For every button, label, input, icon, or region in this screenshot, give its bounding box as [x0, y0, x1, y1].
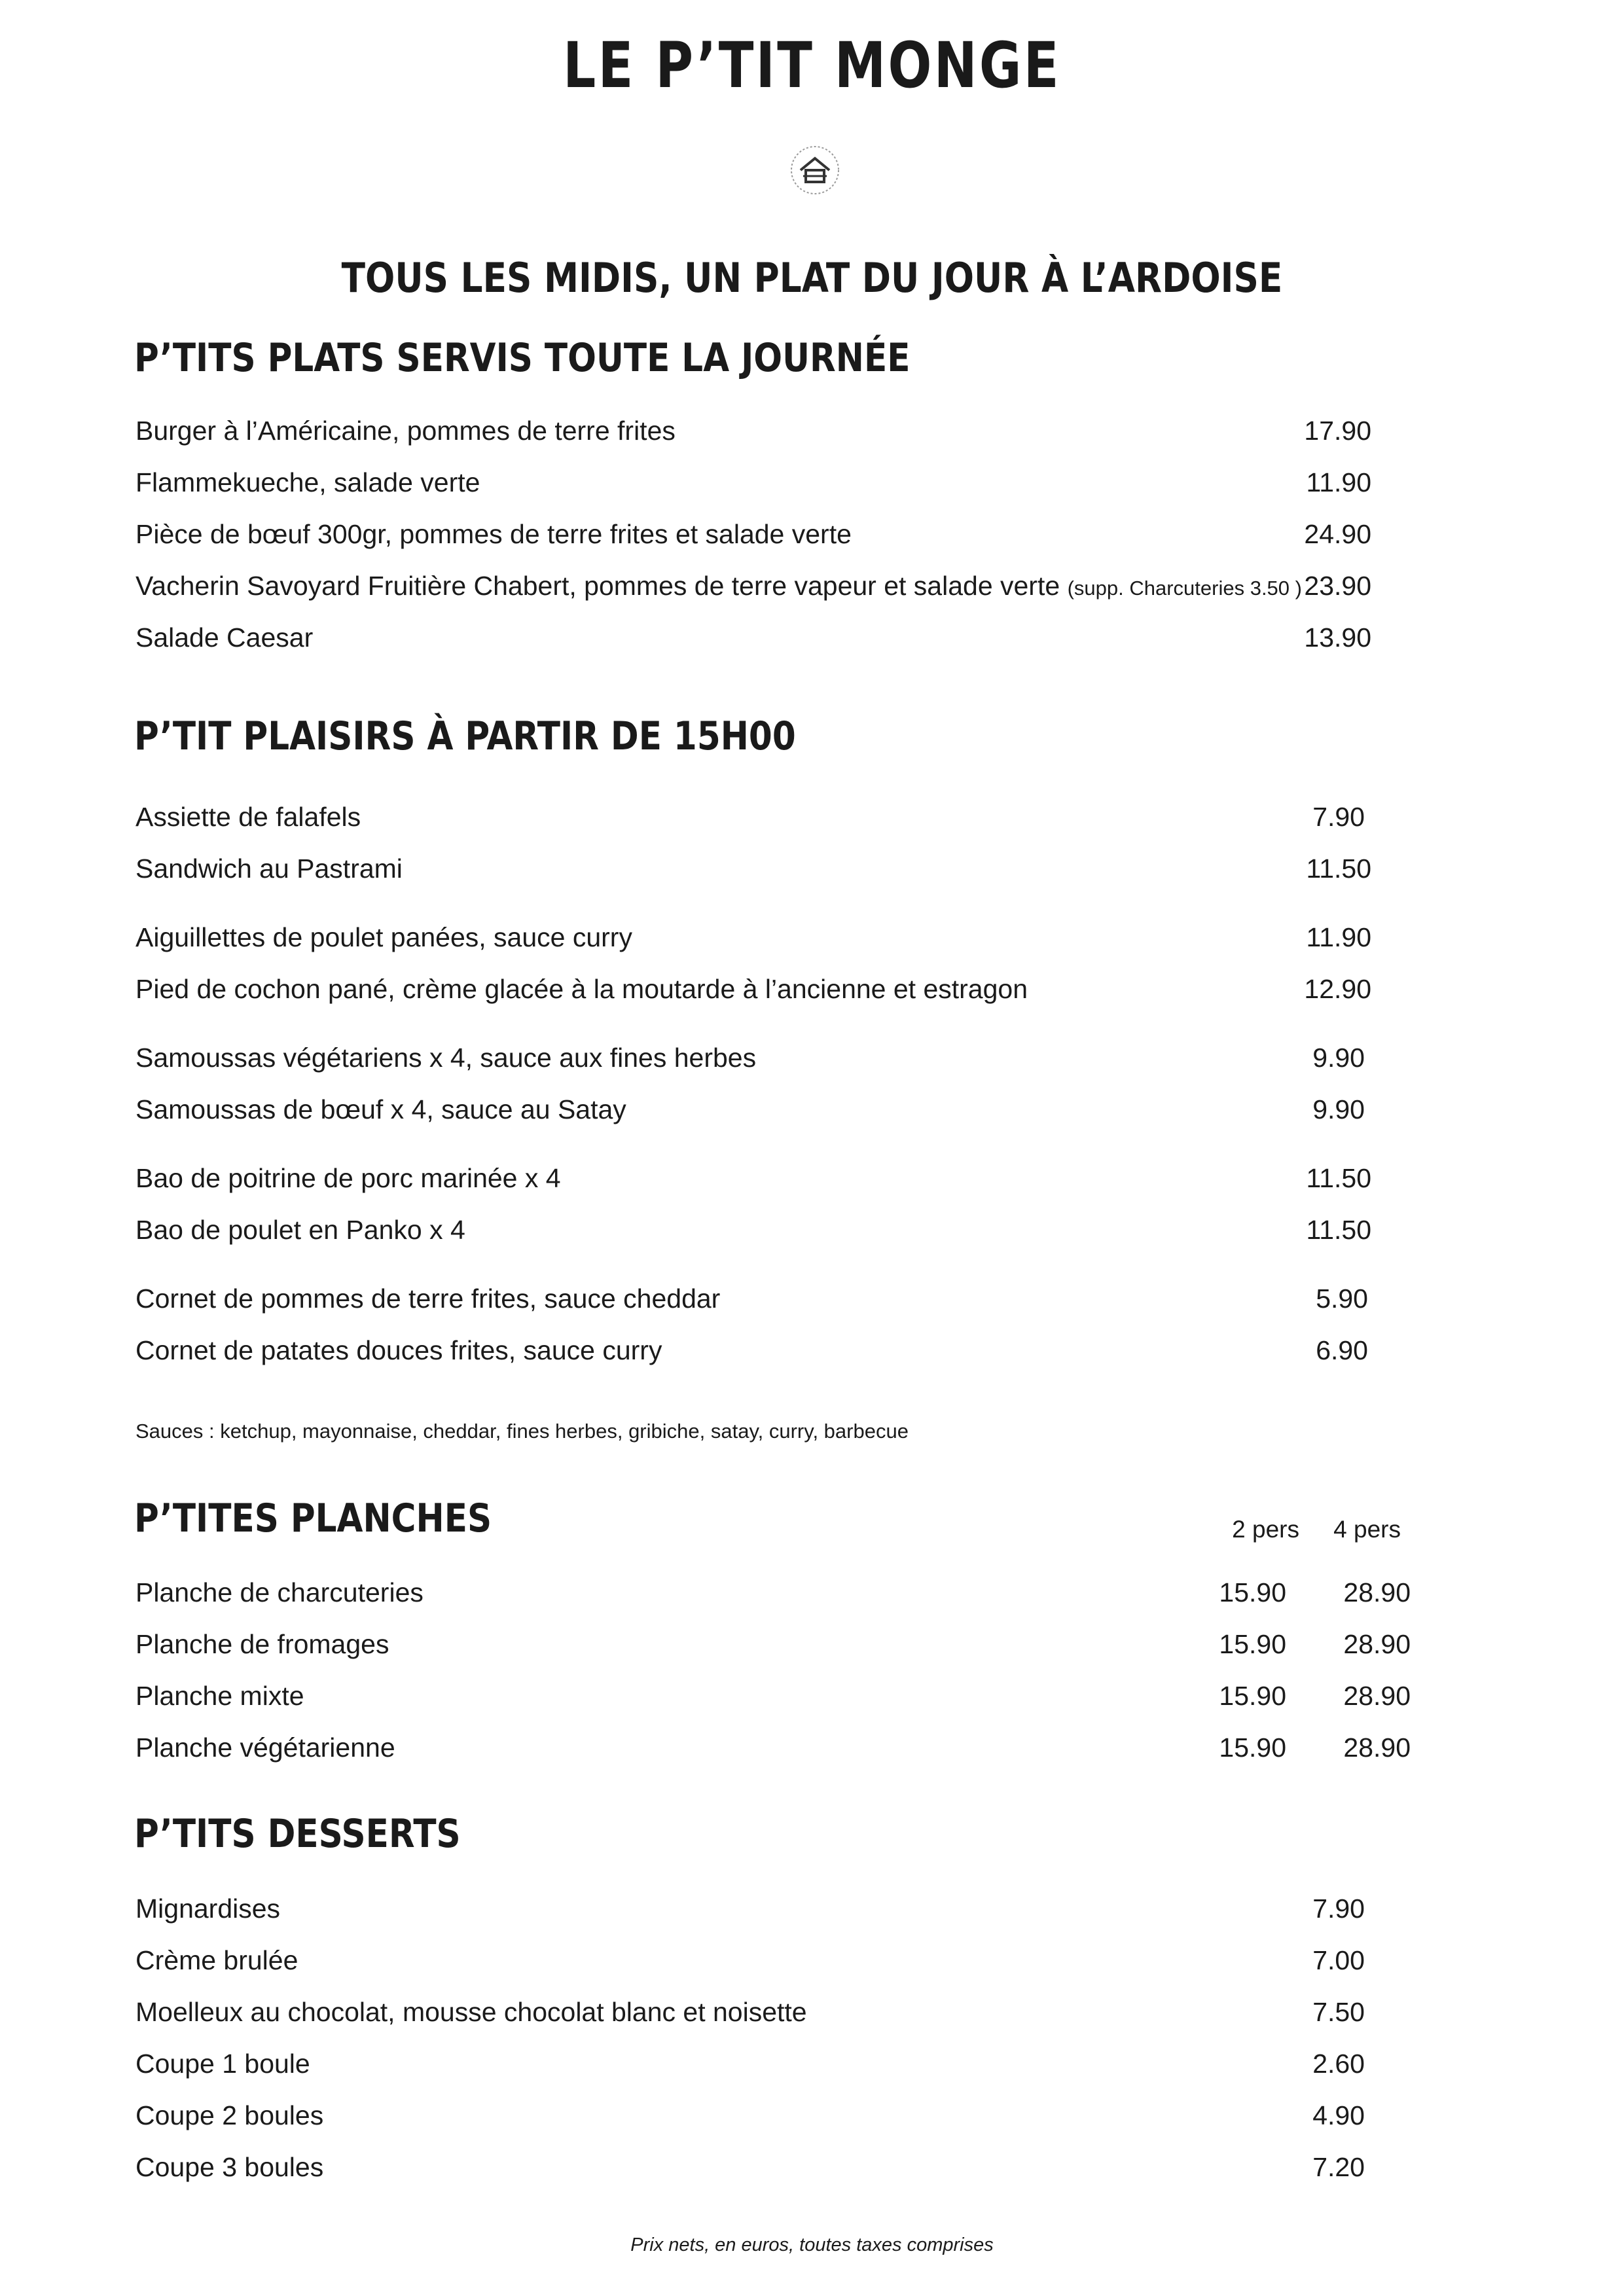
- menu-price: 2.60: [1312, 2049, 1365, 2079]
- menu-price-4-pers: 28.90: [1343, 1629, 1411, 1659]
- menu-item: Burger à l’Américaine, pommes de terre frites: [135, 416, 676, 446]
- menu-item: Coupe 1 boule: [135, 2049, 310, 2079]
- menu-price: 11.90: [1306, 467, 1371, 497]
- menu-price-2-pers: 15.90: [1219, 1732, 1286, 1763]
- sauces-note: Sauces : ketchup, mayonnaise, cheddar, fines herbes, gribiche, satay, curry, barbecue: [135, 1420, 909, 1443]
- menu-item: Flammekueche, salade verte: [135, 467, 480, 497]
- menu-item: Coupe 3 boules: [135, 2152, 324, 2182]
- menu-item: Samoussas végétariens x 4, sauce aux fines herbes: [135, 1043, 757, 1073]
- menu-price: 23.90: [1304, 571, 1371, 601]
- price-disclaimer: Prix nets, en euros, toutes taxes comprises: [630, 2234, 994, 2255]
- menu-item: Aiguillettes de poulet panées, sauce curry: [135, 922, 632, 952]
- column-header-4-pers: 4 pers: [1333, 1516, 1401, 1543]
- menu-item: Mignardises: [135, 1893, 281, 1924]
- section-heading-desserts: P’TITS DESSERTS: [134, 1811, 461, 1857]
- menu-item: Assiette de falafels: [135, 802, 361, 832]
- menu-item: Salade Caesar: [135, 622, 314, 653]
- menu-price: 9.90: [1312, 1043, 1365, 1073]
- menu-item: Cornet de pommes de terre frites, sauce cheddar: [135, 1283, 721, 1314]
- menu-price-4-pers: 28.90: [1343, 1681, 1411, 1711]
- menu-item: Sandwich au Pastrami: [135, 853, 403, 884]
- menu-item: Coupe 2 boules: [135, 2100, 324, 2130]
- menu-price: 13.90: [1304, 622, 1371, 653]
- menu-item: Planche de charcuteries: [135, 1577, 424, 1607]
- menu-item: Moelleux au chocolat, mousse chocolat blanc et noisette: [135, 1997, 807, 2027]
- menu-price-2-pers: 15.90: [1219, 1577, 1286, 1607]
- menu-price: 11.50: [1306, 853, 1371, 884]
- menu-item: Crème brulée: [135, 1945, 298, 1975]
- menu-item: Pièce de bœuf 300gr, pommes de terre frites et salade verte: [135, 519, 852, 549]
- house-logo-icon: [789, 144, 841, 196]
- menu-price: 7.50: [1312, 1997, 1365, 2027]
- menu-item: Planche de fromages: [135, 1629, 389, 1659]
- menu-price: 5.90: [1316, 1283, 1368, 1314]
- menu-price: 11.90: [1306, 922, 1371, 952]
- menu-price: 17.90: [1304, 416, 1371, 446]
- menu-price: 24.90: [1304, 519, 1371, 549]
- column-header-2-pers: 2 pers: [1232, 1516, 1299, 1543]
- menu-price-4-pers: 28.90: [1343, 1577, 1411, 1607]
- menu-price: 7.20: [1312, 2152, 1365, 2182]
- menu-price-2-pers: 15.90: [1219, 1629, 1286, 1659]
- menu-item: Planche mixte: [135, 1681, 304, 1711]
- menu-price: 11.50: [1306, 1215, 1371, 1245]
- menu-item: Cornet de patates douces frites, sauce curry: [135, 1335, 662, 1365]
- menu-price: 9.90: [1312, 1094, 1365, 1124]
- restaurant-title: LE P’TIT MONGE: [563, 29, 1061, 102]
- section-heading-plaisirs: P’TIT PLAISIRS À PARTIR DE 15H00: [134, 713, 796, 759]
- menu-price: 7.90: [1312, 802, 1365, 832]
- supplement-note: (supp. Charcuteries 3.50 ): [1067, 577, 1302, 600]
- menu-price-2-pers: 15.90: [1219, 1681, 1286, 1711]
- menu-price: 6.90: [1316, 1335, 1368, 1365]
- menu-price: 4.90: [1312, 2100, 1365, 2130]
- menu-item: Vacherin Savoyard Fruitière Chabert, pommes de terre vapeur et salade verte (supp. Charcuteries 3.50 ): [135, 571, 1302, 601]
- menu-price-4-pers: 28.90: [1343, 1732, 1411, 1763]
- menu-price: 7.00: [1312, 1945, 1365, 1975]
- section-heading-planches: P’TITES PLANCHES: [134, 1496, 492, 1541]
- menu-item: Pied de cochon pané, crème glacée à la moutarde à l’ancienne et estragon: [135, 974, 1028, 1004]
- daily-special-banner: TOUS LES MIDIS, UN PLAT DU JOUR À L’ARDOISE: [341, 254, 1283, 302]
- menu-item: Bao de poulet en Panko x 4: [135, 1215, 465, 1245]
- menu-price: 11.50: [1306, 1163, 1371, 1193]
- menu-item: Samoussas de bœuf x 4, sauce au Satay: [135, 1094, 626, 1124]
- menu-price: 12.90: [1304, 974, 1371, 1004]
- menu-price: 7.90: [1312, 1893, 1365, 1924]
- menu-item: Bao de poitrine de porc marinée x 4: [135, 1163, 561, 1193]
- section-heading-plats: P’TITS PLATS SERVIS TOUTE LA JOURNÉE: [134, 335, 911, 381]
- menu-item: Planche végétarienne: [135, 1732, 395, 1763]
